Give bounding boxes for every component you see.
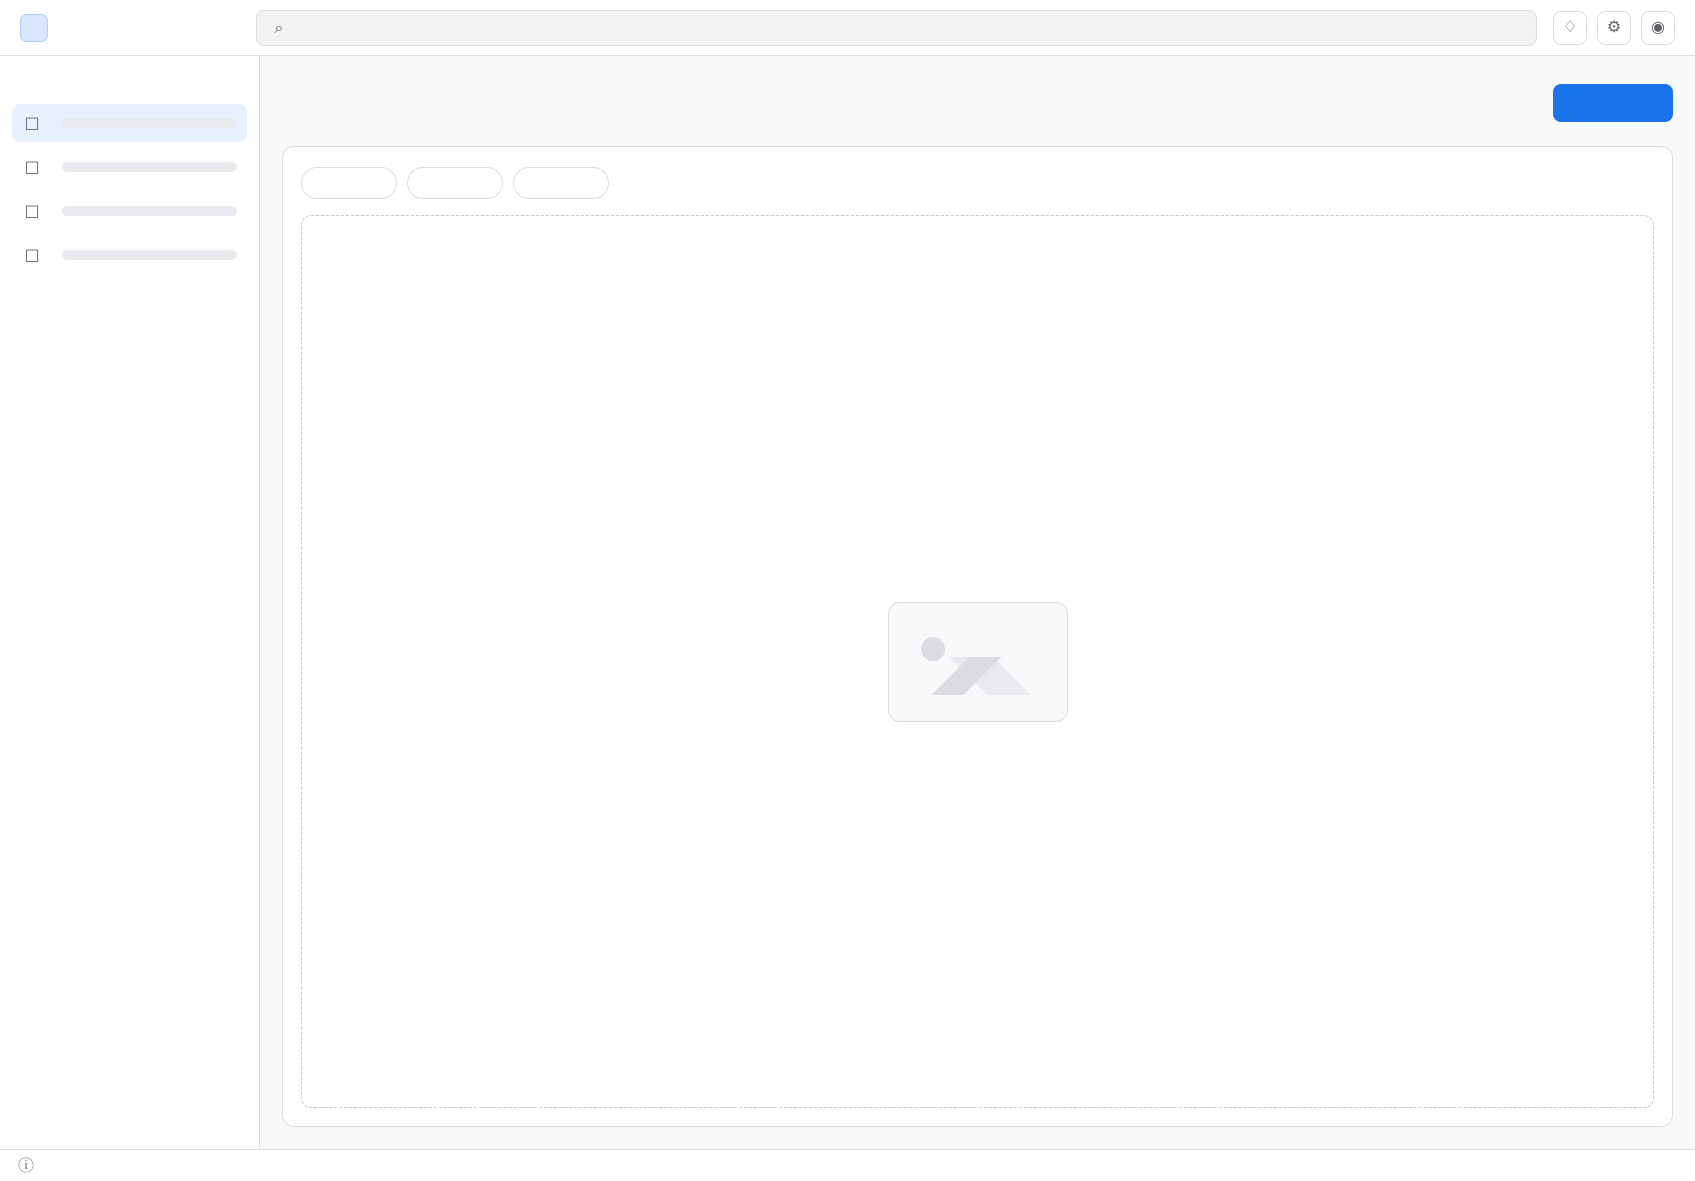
missing-label-placeholder <box>62 162 237 172</box>
app-logo-icon <box>20 14 48 42</box>
filter-chip-1[interactable] <box>301 167 397 199</box>
sidebar-item-3[interactable] <box>12 192 247 230</box>
sidebar-item-2[interactable] <box>12 148 247 186</box>
missing-label-placeholder <box>62 118 237 128</box>
primary-action-button[interactable] <box>1553 84 1673 122</box>
panel-toolbar <box>301 165 1654 201</box>
sidebar-title <box>20 72 239 92</box>
search-icon: ⌕ <box>274 17 284 37</box>
search-box[interactable] <box>256 10 1537 46</box>
info-icon: ⓘ <box>17 1155 34 1175</box>
notifications-button[interactable] <box>1553 11 1587 45</box>
status-bar <box>0 1149 1695 1181</box>
filter-chip-3[interactable] <box>513 167 609 199</box>
top-bar-actions <box>1553 11 1675 45</box>
missing-label-placeholder <box>62 206 237 216</box>
sidebar <box>0 56 260 1149</box>
workspace <box>0 56 1695 1149</box>
settings-button[interactable] <box>1597 11 1631 45</box>
profile-button[interactable] <box>1641 11 1675 45</box>
image-placeholder-icon <box>888 602 1068 722</box>
bell-icon: ♢ <box>1562 18 1578 36</box>
screenshot-content-placeholder <box>301 215 1654 1108</box>
gear-icon: ⚙ <box>1606 18 1622 36</box>
brand-area <box>20 14 240 42</box>
avatar-icon: ◉ <box>1651 18 1665 36</box>
main-content <box>260 56 1695 1149</box>
generic-icon: □ <box>24 157 40 176</box>
search-input[interactable] <box>299 17 1524 38</box>
page-header <box>282 78 1673 128</box>
sidebar-list <box>12 104 247 274</box>
filter-chip-2[interactable] <box>407 167 503 199</box>
missing-label-placeholder <box>62 250 237 260</box>
generic-icon: □ <box>24 245 40 264</box>
content-panel <box>282 146 1673 1127</box>
top-bar <box>0 0 1695 56</box>
sidebar-item-4[interactable] <box>12 236 247 274</box>
sidebar-item-1[interactable] <box>12 104 247 142</box>
generic-icon: □ <box>24 201 40 220</box>
generic-icon: □ <box>24 113 40 132</box>
